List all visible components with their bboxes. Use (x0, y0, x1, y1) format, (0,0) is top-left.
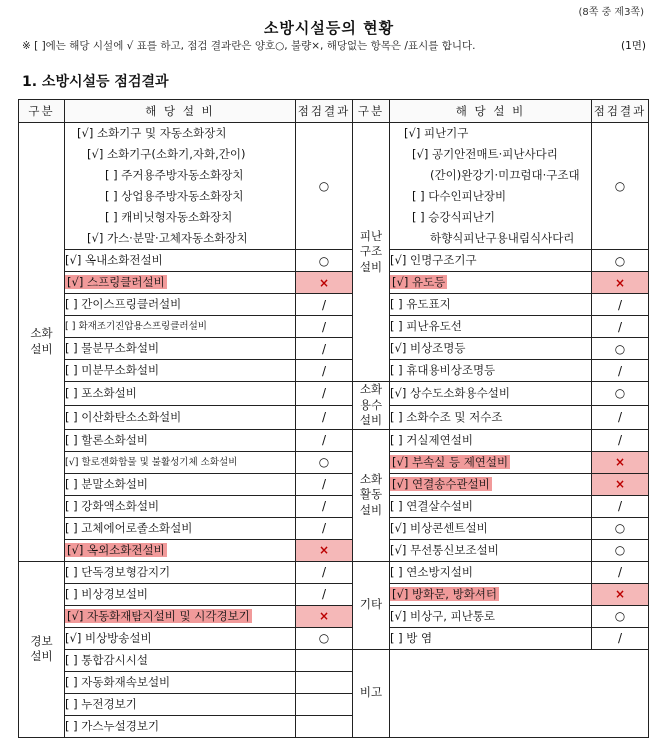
other-equipment-item (390, 583, 592, 605)
fire-equipment-result (296, 316, 353, 338)
table-row (19, 250, 649, 272)
table-row (19, 123, 649, 144)
activity-equipment-item (390, 473, 592, 495)
equipment-label: [ ] 비상경보설비 (65, 586, 148, 601)
category-evacuation: 피난 구조 설비 (353, 123, 390, 382)
alarm-equipment-result (296, 627, 353, 649)
table-row (19, 561, 649, 583)
header-category-right: 구분 (353, 100, 390, 123)
water-equipment-result (592, 405, 649, 429)
water-equipment-item (390, 405, 592, 429)
fire-equipment-result (296, 473, 353, 495)
result-mark: × (614, 587, 626, 602)
equipment-label: [ ] 분말소화설비 (65, 476, 148, 491)
sub-equipment-line: (간이)완강기·미끄럼대·구조대 (430, 168, 580, 182)
result-mark: / (321, 319, 327, 334)
table-row (19, 405, 649, 429)
fire-equipment-item (65, 272, 296, 294)
water-equipment-item (390, 382, 592, 406)
fire-equipment-result (296, 517, 353, 539)
result-mark: ○ (318, 455, 330, 470)
fire-equipment-result (296, 495, 353, 517)
other-equipment-item (390, 605, 592, 627)
equipment-label: [ ] 간이스프링클러설비 (65, 297, 182, 311)
equipment-label: [√] 비상콘센트설비 (390, 520, 488, 535)
evac-equipment-item (390, 272, 592, 294)
alarm-equipment-item (65, 715, 296, 737)
equipment-label: [√] 상수도소화용수설비 (390, 385, 510, 400)
other-equipment-result (592, 583, 649, 605)
header-equipment-left: 해 당 설 비 (65, 100, 296, 123)
equipment-label: [ ] 거실제연설비 (390, 432, 473, 447)
result-mark: / (321, 433, 327, 448)
equipment-label: [ ] 피난유도선 (390, 319, 462, 333)
result-mark: / (321, 386, 327, 401)
equipment-label: [√] 옥내소화전설비 (65, 253, 163, 267)
alarm-equipment-item (65, 605, 296, 627)
activity-equipment-result (592, 451, 649, 473)
alarm-equipment-result (296, 671, 353, 693)
alarm-equipment-result (296, 649, 353, 671)
fire-equipment-item (65, 360, 296, 382)
evac-equipment-result (592, 360, 649, 382)
result-mark: / (321, 565, 327, 580)
sub-equipment-line: [√] 소화기구(소화기,자화,간이) (87, 147, 246, 161)
activity-equipment-item (390, 451, 592, 473)
equipment-label: [ ] 고체에어로졸소화설비 (65, 520, 193, 535)
table-row (19, 473, 649, 495)
other-equipment-item (390, 561, 592, 583)
equipment-label: [√] 부속실 등 제연설비 (392, 454, 509, 469)
sub-equipment-line: [ ] 주거용주방자동소화장치 (105, 168, 244, 182)
equipment-label: [√] 할로겐화합물 및 불활성기체 소화설비 (65, 456, 238, 468)
evac-equipment-item (390, 250, 592, 272)
activity-equipment-result (592, 517, 649, 539)
fire-equipment-item (65, 429, 296, 451)
table-row (19, 294, 649, 316)
result-mark: / (617, 499, 623, 514)
category-remarks: 비고 (353, 649, 390, 737)
activity-equipment-item (390, 517, 592, 539)
equipment-label: [√] 유도등 (392, 275, 446, 289)
table-row (19, 429, 649, 451)
result-mark: × (318, 543, 330, 558)
result-mark: ○ (614, 521, 626, 536)
evac-equipment-result (592, 250, 649, 272)
page-side-label: (1면) (620, 40, 646, 52)
inspection-table (18, 99, 649, 738)
other-equipment-item (390, 627, 592, 649)
fire-equipment-result (296, 539, 353, 561)
category-other: 기타 (353, 561, 390, 649)
fire-equipment-item (65, 495, 296, 517)
evac-equipment-result (592, 338, 649, 360)
fire-equipment-item (65, 539, 296, 561)
result-mark: × (318, 609, 330, 624)
result-mark: ○ (318, 253, 330, 268)
table-row (19, 316, 649, 338)
activity-equipment-item (390, 429, 592, 451)
evac-equipment-item (390, 316, 592, 338)
equipment-label: [ ] 유도표지 (390, 297, 451, 311)
activity-equipment-result (592, 473, 649, 495)
result-mark: / (617, 297, 623, 312)
result-mark: ○ (614, 253, 626, 268)
remarks-cell (390, 649, 649, 737)
equipment-label: [ ] 물분무소화설비 (65, 341, 160, 355)
table-row (19, 451, 649, 473)
table-row (19, 382, 649, 406)
alarm-equipment-result (296, 715, 353, 737)
fire-equipment-item (65, 405, 296, 429)
category-fire-suppression: 소화 설비 (19, 123, 65, 562)
result-mark: / (321, 410, 327, 425)
result-mark: ○ (614, 386, 626, 401)
result-mark: ○ (318, 631, 330, 646)
header-category-left: 구분 (19, 100, 65, 123)
equipment-label: [√] 인명구조기구 (390, 253, 477, 267)
category-water-supply: 소화 용수 설비 (353, 382, 390, 430)
extinguisher-group-result: ○ (296, 123, 353, 250)
sub-equipment-line: [ ] 승강식피난기 (412, 210, 495, 224)
alarm-equipment-item (65, 693, 296, 715)
alarm-equipment-item (65, 649, 296, 671)
activity-equipment-item (390, 495, 592, 517)
fire-equipment-result (296, 451, 353, 473)
fire-equipment-result (296, 250, 353, 272)
instruction-note: ※ [ ]에는 해당 시설에 √ 표를 하고, 점검 결과란은 양호○, 불량×, 해당없는 항목은 /표시를 합니다. (22, 40, 476, 52)
result-mark: / (617, 631, 623, 646)
table-row (19, 539, 649, 561)
sub-equipment-line: [ ] 캐비닛형자동소화장치 (105, 210, 233, 224)
table-row (19, 605, 649, 627)
equipment-label: [√] 비상조명등 (390, 341, 466, 355)
fire-equipment-result (296, 382, 353, 406)
table-row (19, 517, 649, 539)
header-result-left: 점검결과 (296, 100, 353, 123)
fire-equipment-item (65, 294, 296, 316)
header-result-right: 점검결과 (592, 100, 649, 123)
equipment-label: [ ] 할론소화설비 (65, 432, 148, 447)
result-mark: ○ (614, 341, 626, 356)
alarm-equipment-item (65, 561, 296, 583)
table-row (19, 627, 649, 649)
fire-equipment-result (296, 405, 353, 429)
result-mark: / (617, 363, 623, 378)
sub-equipment-line: [√] 소화기구 및 자동소화장치 (77, 126, 227, 140)
equipment-label: [√] 스프링클러설비 (67, 275, 165, 289)
fire-equipment-result (296, 272, 353, 294)
equipment-label: [ ] 통합감시시설 (65, 652, 148, 667)
fire-equipment-result (296, 429, 353, 451)
fire-equipment-item (65, 517, 296, 539)
result-mark: × (318, 275, 330, 290)
result-mark: × (614, 477, 626, 492)
extinguisher-group-cell (65, 123, 296, 250)
category-firefighting-activity: 소화 활동 설비 (353, 429, 390, 561)
equipment-label: [√] 자동화재탐지설비 및 시각경보기 (67, 608, 250, 623)
evac-equipment-result (592, 272, 649, 294)
evac-equipment-item (390, 338, 592, 360)
fire-equipment-item (65, 338, 296, 360)
alarm-equipment-result (296, 605, 353, 627)
result-mark: / (617, 410, 623, 425)
equipment-label: [√] 옥외소화전설비 (67, 542, 165, 557)
result-mark: / (617, 319, 623, 334)
fire-equipment-item (65, 473, 296, 495)
fire-equipment-item (65, 250, 296, 272)
equipment-label: [ ] 연소방지설비 (390, 564, 473, 579)
equipment-label: [ ] 화재조기진압용스프링클러설비 (65, 321, 207, 332)
result-mark: ○ (614, 609, 626, 624)
equipment-label: [ ] 방 염 (390, 630, 433, 645)
equipment-label: [ ] 이산화탄소소화설비 (65, 409, 182, 424)
equipment-label: [ ] 휴대용비상조명등 (390, 363, 496, 377)
equipment-label: [ ] 가스누설경보기 (65, 718, 160, 733)
equipment-label: [√] 비상방송설비 (65, 630, 152, 645)
equipment-label: [ ] 포소화설비 (65, 385, 137, 400)
fire-equipment-item (65, 451, 296, 473)
result-mark: / (321, 341, 327, 356)
document-title: 소방시설등의 현황 (263, 19, 395, 37)
result-mark: ○ (614, 543, 626, 558)
equipment-label: [ ] 미분무소화설비 (65, 363, 160, 377)
result-mark: × (614, 455, 626, 470)
activity-equipment-result (592, 495, 649, 517)
result-mark: / (617, 565, 623, 580)
sub-equipment-line: [√] 가스·분말·고체자동소화장치 (87, 231, 248, 245)
alarm-equipment-item (65, 583, 296, 605)
equipment-label: [√] 무선통신보조설비 (390, 542, 499, 557)
equipment-label: [ ] 누전경보기 (65, 696, 137, 711)
section-title: 1. 소방시설등 점검결과 (22, 74, 169, 90)
equipment-label: [ ] 자동화재속보설비 (65, 674, 171, 689)
result-mark: / (321, 499, 327, 514)
alarm-equipment-item (65, 671, 296, 693)
page-number: (8쪽 중 제3쪽) (578, 7, 644, 18)
table-row (19, 360, 649, 382)
equipment-label: [ ] 단독경보형감지기 (65, 564, 171, 579)
result-mark: / (321, 521, 327, 536)
other-equipment-result (592, 605, 649, 627)
alarm-equipment-result (296, 583, 353, 605)
sub-equipment-line: [√] 공기안전매트·피난사다리 (412, 147, 558, 161)
category-alarm: 경보 설비 (19, 561, 65, 737)
evacuation-group-cell (390, 123, 592, 250)
alarm-equipment-result (296, 561, 353, 583)
table-header-row (19, 100, 649, 123)
result-mark: / (321, 587, 327, 602)
sub-equipment-line: 하향식피난구용내림식사다리 (430, 231, 575, 245)
fire-equipment-result (296, 294, 353, 316)
equipment-label: [ ] 소화수조 및 저수조 (390, 409, 503, 424)
result-mark: / (321, 477, 327, 492)
activity-equipment-result (592, 539, 649, 561)
equipment-label: [√] 방화문, 방화셔터 (392, 586, 498, 601)
other-equipment-result (592, 627, 649, 649)
evac-equipment-result (592, 294, 649, 316)
fire-equipment-item (65, 382, 296, 406)
table-row (19, 272, 649, 294)
activity-equipment-result (592, 429, 649, 451)
alarm-equipment-item (65, 627, 296, 649)
equipment-label: [ ] 연결살수설비 (390, 498, 473, 513)
fire-equipment-item (65, 316, 296, 338)
sub-equipment-line: [√] 피난기구 (404, 126, 469, 140)
table-row (19, 338, 649, 360)
water-equipment-result (592, 382, 649, 406)
activity-equipment-item (390, 539, 592, 561)
table-row (19, 583, 649, 605)
result-mark: × (614, 275, 626, 290)
alarm-equipment-result (296, 693, 353, 715)
equipment-label: [ ] 강화액소화설비 (65, 498, 160, 513)
header-equipment-right: 해 당 설 비 (390, 100, 592, 123)
evac-equipment-item (390, 360, 592, 382)
evac-equipment-item (390, 294, 592, 316)
result-mark: / (617, 433, 623, 448)
result-mark: / (321, 297, 327, 312)
fire-equipment-result (296, 360, 353, 382)
equipment-label: [√] 연결송수관설비 (392, 476, 490, 491)
result-mark: / (321, 363, 327, 378)
equipment-label: [√] 비상구, 피난통로 (390, 608, 496, 623)
other-equipment-result (592, 561, 649, 583)
fire-equipment-result (296, 338, 353, 360)
sub-equipment-line: [ ] 상업용주방자동소화장치 (105, 189, 244, 203)
sub-equipment-line: [ ] 다수인피난장비 (412, 189, 507, 203)
evacuation-group-result: ○ (592, 123, 649, 250)
evac-equipment-result (592, 316, 649, 338)
table-row (19, 649, 649, 671)
table-row (19, 495, 649, 517)
